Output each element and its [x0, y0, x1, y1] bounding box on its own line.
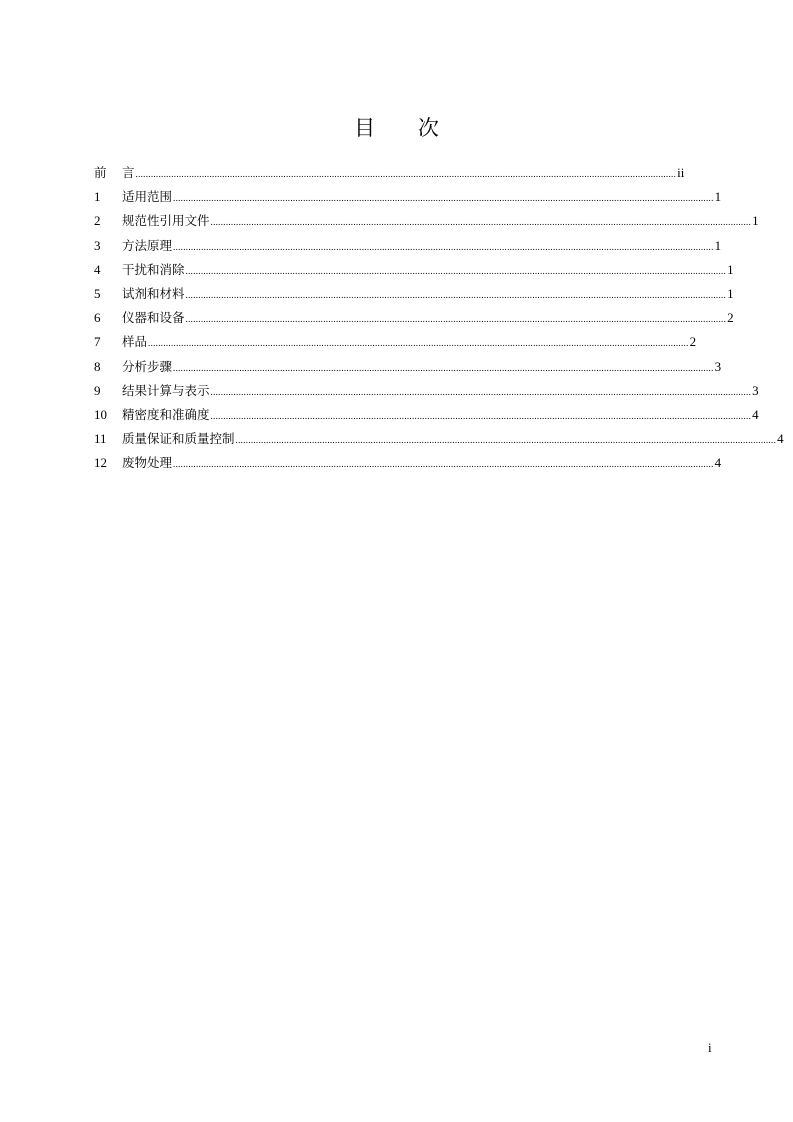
- toc-entry-label: 干扰和消除: [122, 261, 185, 277]
- toc-entry-label: 废物处理: [122, 455, 173, 471]
- toc-leader-dots: ....................................................................................................................................................................................................................: [135, 169, 677, 179]
- toc-leader-dots: ....................................................................................................................................................................................................................: [235, 435, 777, 446]
- toc-entry-number: 11: [94, 431, 107, 447]
- toc-entry-preface[interactable]: [94, 161, 685, 185]
- toc-entry-page: ii: [677, 165, 685, 180]
- toc-entry-2[interactable]: [94, 209, 759, 233]
- toc-leader-dots: ....................................................................................................................................................................................................................: [173, 241, 714, 252]
- table-of-contents: [94, 161, 784, 475]
- toc-entry-page: 4: [777, 431, 784, 447]
- toc-entry-number: 10: [94, 406, 107, 422]
- toc-entry-6[interactable]: [94, 306, 734, 330]
- toc-entry-3[interactable]: [94, 234, 722, 258]
- toc-entry-12[interactable]: [94, 451, 722, 475]
- toc-entry-label: 仪器和设备: [122, 310, 185, 326]
- toc-entry-label: 方法原理: [122, 237, 173, 253]
- toc-entry-7[interactable]: [94, 330, 697, 354]
- toc-entry-8[interactable]: [94, 355, 722, 379]
- toc-leader-dots: ....................................................................................................................................................................................................................: [210, 410, 752, 421]
- toc-entry-page: 1: [727, 285, 734, 301]
- toc-entry-5[interactable]: [94, 282, 734, 306]
- toc-entry-label: 质量保证和质量控制: [122, 431, 235, 447]
- toc-leader-dots: ....................................................................................................................................................................................................................: [185, 314, 727, 325]
- toc-entry-number: 3: [94, 237, 101, 253]
- toc-leader-dots: ....................................................................................................................................................................................................................: [173, 193, 714, 204]
- toc-entry-page: 1: [752, 213, 759, 229]
- toc-entry-number: 前: [94, 165, 107, 180]
- toc-entry-page: 1: [714, 237, 722, 253]
- toc-entry-label: 精密度和准确度: [122, 406, 210, 422]
- footer-page-number: i: [708, 1040, 712, 1055]
- toc-entry-label: 言: [122, 165, 135, 180]
- toc-entry-number: 1: [94, 189, 101, 205]
- toc-entry-page: 3: [714, 358, 722, 374]
- toc-leader-dots: ....................................................................................................................................................................................................................: [210, 217, 752, 228]
- toc-entry-4[interactable]: [94, 258, 734, 282]
- toc-entry-page: 3: [752, 382, 759, 398]
- toc-entry-number: 6: [94, 310, 101, 326]
- toc-entry-label: 试剂和材料: [122, 285, 185, 301]
- toc-leader-dots: ....................................................................................................................................................................................................................: [185, 289, 727, 300]
- page-title: 目 次: [354, 116, 457, 140]
- toc-entry-number: 2: [94, 213, 101, 229]
- toc-entry-11[interactable]: [94, 427, 784, 451]
- toc-entry-1[interactable]: [94, 185, 722, 209]
- toc-leader-dots: ....................................................................................................................................................................................................................: [210, 386, 752, 397]
- toc-entry-number: 5: [94, 285, 101, 301]
- toc-leader-dots: ....................................................................................................................................................................................................................: [173, 459, 714, 470]
- toc-entry-number: 9: [94, 382, 101, 398]
- toc-entry-page: 1: [714, 189, 722, 205]
- toc-entry-number: 12: [94, 455, 107, 471]
- toc-entry-label: 样品: [122, 334, 148, 350]
- toc-entry-number: 7: [94, 334, 101, 350]
- toc-entry-label: 分析步骤: [122, 358, 173, 374]
- toc-entry-label: 适用范围: [122, 189, 173, 205]
- toc-leader-dots: ....................................................................................................................................................................................................................: [173, 362, 714, 373]
- toc-entry-number: 4: [94, 261, 101, 277]
- toc-entry-page: 2: [727, 310, 734, 326]
- toc-leader-dots: ....................................................................................................................................................................................................................: [148, 338, 689, 349]
- toc-entry-9[interactable]: [94, 379, 759, 403]
- toc-entry-number: 8: [94, 358, 101, 374]
- toc-entry-page: 4: [752, 406, 759, 422]
- toc-entry-page: 1: [727, 261, 734, 277]
- toc-entry-label: 规范性引用文件: [122, 213, 210, 229]
- toc-entry-label: 结果计算与表示: [122, 382, 210, 398]
- toc-entry-page: 2: [689, 334, 697, 350]
- toc-leader-dots: ....................................................................................................................................................................................................................: [185, 265, 727, 276]
- toc-entry-page: 4: [714, 455, 722, 471]
- toc-entry-10[interactable]: [94, 403, 759, 427]
